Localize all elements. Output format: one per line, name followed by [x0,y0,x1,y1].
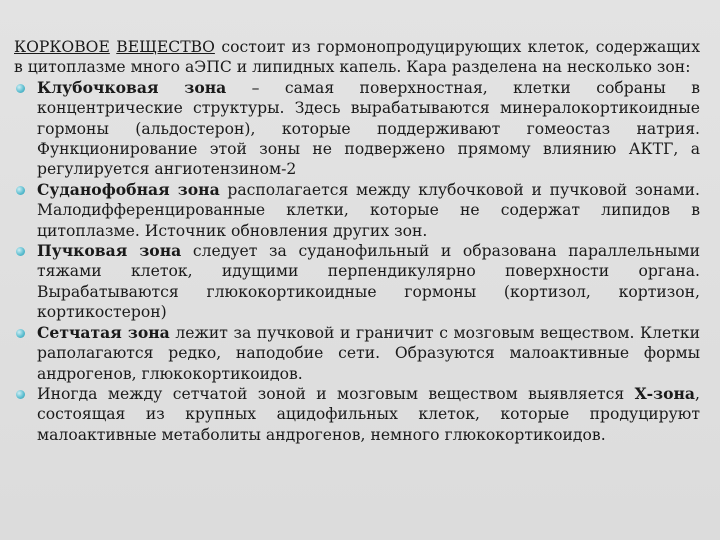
zone-description: располагается между клубочковой и пучковой зонами. Малодифференцированные клетки, которые не содержат липидов в цитоплазме. Источник обновления других зон. [37,180,700,240]
intro-term-substance: ВЕЩЕСТВО [116,38,215,56]
intro-paragraph [14,37,700,78]
zone-description: , состоящая из крупных ацидофильных клеток, которые продуцируют малоактивные метаболиты андрогенов, немного глюкокортикоидов. [37,384,700,444]
bullet-icon [16,390,25,399]
zone-description: лежит за пучковой и граничит с мозговым веществом. Клетки раполагаются редко, наподобие сети. Образуются малоактивные формы андрогенов, глюкокортикоидов. [37,323,700,383]
zones-list [14,78,700,445]
list-item-fascicular-zone [14,241,700,323]
zone-lead-text: Иногда между сетчатой зоной и мозговым веществом выявляется [37,384,635,403]
zone-title: Клубочковая зона [37,77,227,97]
intro-term-cortex: КОРКОВОЕ [14,38,110,56]
text-body [14,37,700,445]
bullet-icon [16,329,25,338]
bullet-icon [16,186,25,195]
zone-description: – самая поверхностная, клетки собраны в концентрические структуры. Здесь вырабатываются минералокортикоидные гормоны (альдостерон), которые поддерживают гомеостаз натрия. Функционирование этой зоны не подвержено прямому влиянию АКТГ, а регулируется ангиотензином-2 [37,78,700,179]
list-item-glomerular-zone [14,78,700,180]
zone-title: Х-зона [634,383,696,403]
list-item-sudanophobic-zone [14,180,700,241]
zone-description: следует за суданофильный и образована параллельными тяжами клеток, идущими перпендикулярно поверхности органа. Вырабатываются глюкокортикоидные гормоны (кортизол, кортизон, кортикостерон) [37,242,700,322]
intro-text: состоит из гормонопродуцирующих клеток, содержащих в цитоплазме много аЭПС и липидных капель. Кара разделена на несколько зон: [14,38,700,77]
list-item-reticular-zone [14,323,700,384]
zone-title: Суданофобная зона [37,179,220,199]
bullet-icon [16,84,25,93]
zone-title: Сетчатая зона [37,322,170,342]
zone-title: Пучковая зона [37,241,182,261]
bullet-icon [16,247,25,256]
list-item-x-zone [14,384,700,445]
